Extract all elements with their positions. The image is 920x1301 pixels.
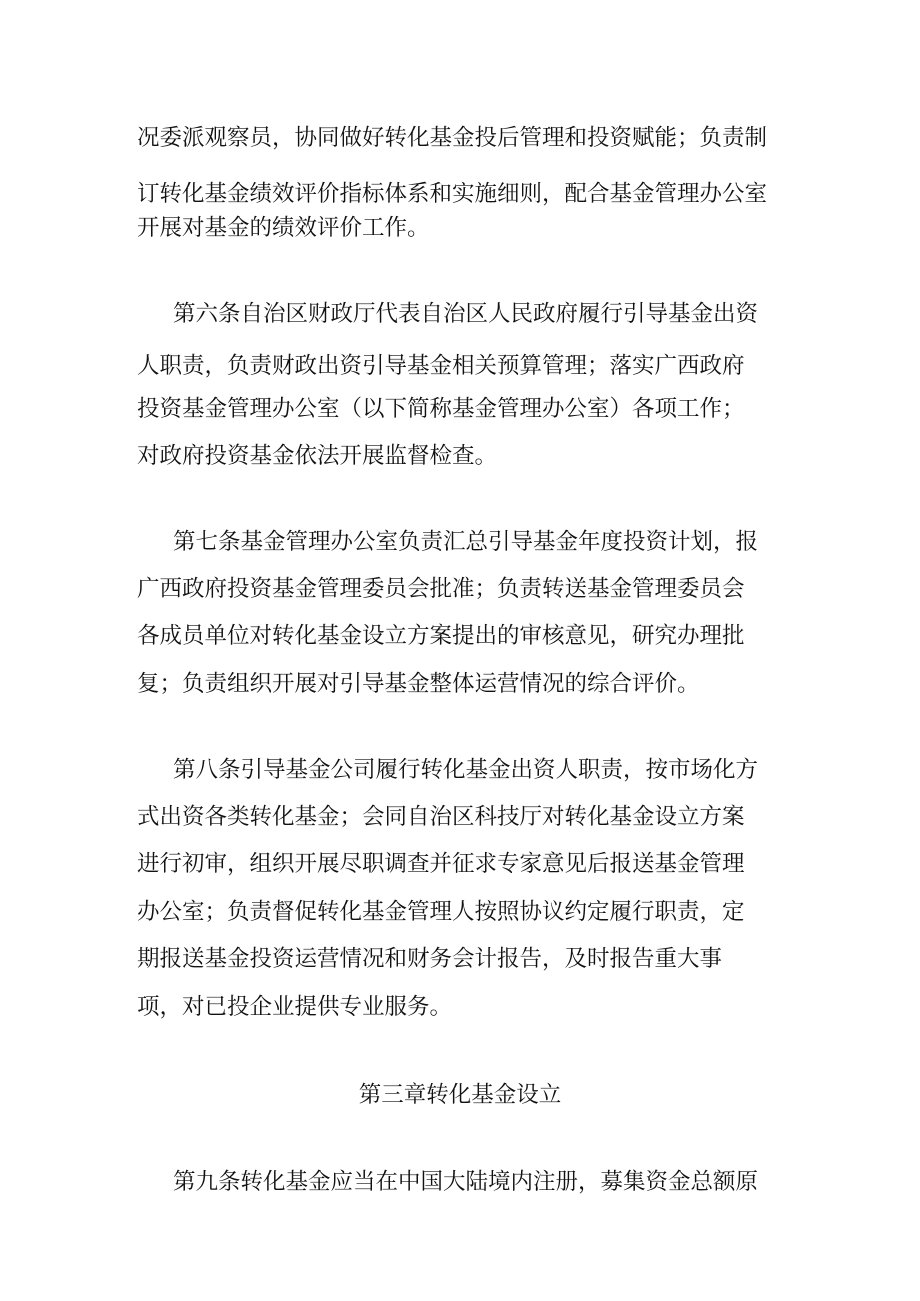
- article-8-line: 进行初审，组织开展尽职调查并征求专家意见后报送基金管理: [137, 851, 745, 877]
- article-8-line: 第八条引导基金公司履行转化基金出资人职责，按市场化方: [173, 757, 759, 783]
- paragraph-line: 订转化基金绩效评价指标体系和实施细则，配合基金管理办公室: [137, 181, 768, 207]
- article-7-line: 第七条基金管理办公室负责汇总引导基金年度投资计划，报: [173, 529, 759, 555]
- paragraph-line: 开展对基金的绩效评价工作。: [137, 215, 430, 241]
- chapter-heading: 第三章转化基金设立: [358, 1082, 562, 1108]
- article-7-line: 各成员单位对转化基金设立方案提出的审核意见，研究办理批: [137, 623, 745, 649]
- article-9-line: 第九条转化基金应当在中国大陆境内注册，募集资金总额原: [173, 1169, 759, 1195]
- article-6-line: 投资基金管理办公室（以下简称基金管理办公室）各项工作；: [137, 396, 745, 422]
- article-6-line: 对政府投资基金依法开展监督检查。: [137, 443, 498, 469]
- article-8-line: 项，对已投企业提供专业服务。: [137, 994, 453, 1020]
- article-8-line: 办公室；负责督促转化基金管理人按照协议约定履行职责，定: [137, 899, 745, 925]
- article-8-line: 期报送基金投资运营情况和财务会计报告，及时报告重大事: [137, 946, 723, 972]
- article-7-line: 广西政府投资基金管理委员会批准；负责转送基金管理委员会: [137, 576, 745, 602]
- paragraph-line: 况委派观察员，协同做好转化基金投后管理和投资赋能；负责制: [137, 125, 768, 151]
- article-8-line: 式出资各类转化基金；会同自治区科技厅对转化基金设立方案: [137, 804, 745, 830]
- article-7-line: 复；负责组织开展对引导基金整体运营情况的综合评价。: [137, 671, 700, 697]
- article-6-line: 人职责，负责财政出资引导基金相关预算管理；落实广西政府: [137, 353, 745, 379]
- article-6-line: 第六条自治区财政厅代表自治区人民政府履行引导基金出资: [173, 301, 759, 327]
